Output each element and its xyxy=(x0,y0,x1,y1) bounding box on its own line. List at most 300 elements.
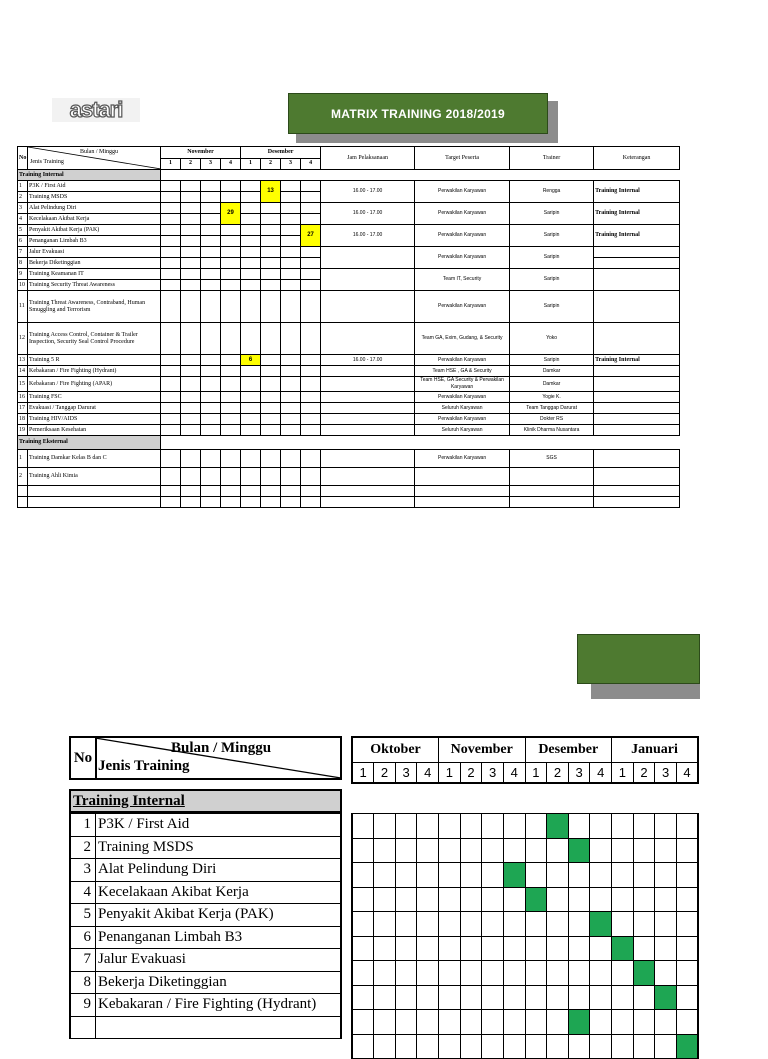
training-matrix-table xyxy=(17,146,680,508)
grid-cell xyxy=(655,838,677,863)
grid-cell xyxy=(547,1034,569,1059)
week-cell: 3 xyxy=(655,763,677,784)
grid-cell xyxy=(482,863,504,888)
row-no: 1 xyxy=(70,814,96,837)
row-name: Jalur Evakuasi xyxy=(28,247,161,258)
grid-cell xyxy=(503,1034,525,1059)
target-cell: Perwakilan Karyawan xyxy=(415,203,510,225)
grid-cell xyxy=(374,1010,396,1035)
trainer-cell: Saripin xyxy=(510,269,594,291)
target-cell: Perwakilan Karyawan xyxy=(415,225,510,247)
row-name xyxy=(96,1016,342,1039)
grid-cell xyxy=(503,961,525,986)
grid-cell xyxy=(612,912,634,937)
row-name: P3K / First Aid xyxy=(96,814,342,837)
grid-cell xyxy=(482,1010,504,1035)
grid-cell xyxy=(460,1010,482,1035)
grid-cell xyxy=(395,887,417,912)
row-no: 1 xyxy=(18,181,28,192)
grid-cell xyxy=(482,985,504,1010)
grid-cell xyxy=(590,1010,612,1035)
grid-cell xyxy=(655,912,677,937)
jam-cell: 16.00 - 17.00 xyxy=(321,355,415,366)
jenis-training-label: Jenis Training xyxy=(30,159,64,165)
row-no: 1 xyxy=(18,450,28,468)
scheduled-cell xyxy=(612,936,634,961)
grid-cell xyxy=(460,936,482,961)
grid-cell xyxy=(374,985,396,1010)
row-name: Alat Pelindung Diri xyxy=(96,859,342,882)
grid-cell xyxy=(568,961,590,986)
month-desember: Desember xyxy=(241,147,321,159)
grid-cell xyxy=(417,814,439,839)
target-cell: Team GA, Exim, Gudang, & Security xyxy=(415,323,510,355)
grid-cell xyxy=(482,1034,504,1059)
grid-cell xyxy=(655,1010,677,1035)
row-no: 5 xyxy=(70,904,96,927)
grid-cell xyxy=(417,863,439,888)
months-header xyxy=(351,736,699,784)
grid-cell xyxy=(525,912,547,937)
grid-cell xyxy=(568,1034,590,1059)
week-cell: 4 xyxy=(503,763,525,784)
grid-cell xyxy=(633,985,655,1010)
row-no: 4 xyxy=(70,881,96,904)
grid-cell xyxy=(482,887,504,912)
row-no: 2 xyxy=(18,468,28,486)
week-cell: 2 xyxy=(181,158,201,170)
col-jam: Jam Pelaksanaan xyxy=(321,147,415,170)
grid-cell xyxy=(439,912,461,937)
row-no: 17 xyxy=(18,403,28,414)
grid-cell xyxy=(612,814,634,839)
row-name: Kebakaran / Fire Fighting (Hydrant) xyxy=(28,366,161,377)
grid-cell xyxy=(568,814,590,839)
week-cell: 2 xyxy=(374,763,396,784)
week-cell: 4 xyxy=(590,763,612,784)
scheduled-cell xyxy=(633,961,655,986)
list-item xyxy=(70,814,341,837)
scheduled-cell xyxy=(525,887,547,912)
grid-cell xyxy=(460,912,482,937)
grid-cell xyxy=(633,1010,655,1035)
trainer-cell: Damkar xyxy=(510,366,594,377)
grid-cell xyxy=(547,863,569,888)
month-desember: Desember xyxy=(525,737,612,763)
grid-cell xyxy=(395,936,417,961)
target-cell: Seluruh Karyawan xyxy=(415,425,510,436)
grid-cell xyxy=(439,838,461,863)
grid-cell xyxy=(655,887,677,912)
row-name: Kecelakaan Akibat Kerja xyxy=(28,214,161,225)
grid-cell xyxy=(676,838,698,863)
week-cell: 1 xyxy=(241,158,261,170)
list-item xyxy=(70,994,341,1017)
col-no: No xyxy=(18,147,28,170)
col-keterangan: Keterangan xyxy=(594,147,680,170)
row-no: 3 xyxy=(70,859,96,882)
month-oktober: Oktober xyxy=(352,737,439,763)
row-no: 9 xyxy=(18,269,28,280)
grid-cell xyxy=(439,887,461,912)
scheduled-cell xyxy=(503,863,525,888)
grid-cell xyxy=(568,863,590,888)
trainer-cell: Saripin xyxy=(510,247,594,269)
grid-cell xyxy=(633,887,655,912)
mark-cell: 6 xyxy=(241,355,261,366)
row-name: Penanganan Limbah B3 xyxy=(28,236,161,247)
grid-cell xyxy=(417,887,439,912)
grid-cell xyxy=(460,1034,482,1059)
grid-cell xyxy=(547,1010,569,1035)
target-cell: Perwakilan Karyawan xyxy=(415,291,510,323)
grid-cell xyxy=(460,961,482,986)
scheduled-cell xyxy=(590,912,612,937)
grid-cell xyxy=(460,985,482,1010)
trainer-cell: Yogie K. xyxy=(510,392,594,403)
grid-cell xyxy=(655,936,677,961)
scheduled-cell xyxy=(547,814,569,839)
grid-cell xyxy=(417,1010,439,1035)
jam-cell: 16.00 - 17.00 xyxy=(321,225,415,247)
month-november: November xyxy=(161,147,241,159)
grid-cell xyxy=(417,936,439,961)
row-no: 5 xyxy=(18,225,28,236)
grid-cell xyxy=(395,912,417,937)
week-cell: 3 xyxy=(395,763,417,784)
scheduled-cell xyxy=(655,985,677,1010)
grid-cell xyxy=(676,936,698,961)
target-cell: Perwakilan Karyawan xyxy=(415,450,510,468)
target-cell: Team HSE , GA & Security xyxy=(415,366,510,377)
grid-cell xyxy=(482,936,504,961)
jam-cell: 16.00 - 17.00 xyxy=(321,181,415,203)
section-training-internal: Training Internal xyxy=(18,170,161,181)
bulan-minggu-label: Bulan / Minggu xyxy=(171,740,272,756)
grid-cell xyxy=(633,814,655,839)
grid-cell xyxy=(417,838,439,863)
week-cell: 4 xyxy=(301,158,321,170)
schedule-grid xyxy=(351,813,699,1059)
month-november: November xyxy=(439,737,526,763)
list-item xyxy=(70,859,341,882)
grid-cell xyxy=(655,961,677,986)
grid-cell xyxy=(612,961,634,986)
grid-cell xyxy=(547,985,569,1010)
grid-cell xyxy=(482,814,504,839)
grid-cell xyxy=(395,1034,417,1059)
row-name: Bekerja Diketinggian xyxy=(28,258,161,269)
grid-cell xyxy=(439,936,461,961)
week-cell: 1 xyxy=(525,763,547,784)
grid-cell xyxy=(590,1034,612,1059)
target-cell: Seluruh Karyawan xyxy=(415,403,510,414)
col-trainer: Trainer xyxy=(510,147,594,170)
trainer-cell: Saripin xyxy=(510,291,594,323)
row-no: 16 xyxy=(18,392,28,403)
grid-cell xyxy=(439,863,461,888)
target-cell: Perwakilan Karyawan xyxy=(415,414,510,425)
row-no xyxy=(70,1016,96,1039)
grid-cell xyxy=(352,887,374,912)
grid-cell xyxy=(590,887,612,912)
grid-row xyxy=(352,887,698,912)
week-cell: 1 xyxy=(439,763,461,784)
grid-cell xyxy=(568,887,590,912)
row-no: 3 xyxy=(18,203,28,214)
trainer-cell: Team Tanggap Darurat xyxy=(510,403,594,414)
grid-cell xyxy=(612,1034,634,1059)
list-item xyxy=(70,1016,341,1039)
row-no: 14 xyxy=(18,366,28,377)
grid-cell xyxy=(374,912,396,937)
grid-row xyxy=(352,985,698,1010)
trainer-cell: Saripin xyxy=(510,355,594,366)
grid-cell xyxy=(633,863,655,888)
list-item xyxy=(70,836,341,859)
grid-row xyxy=(352,936,698,961)
grid-row xyxy=(352,961,698,986)
grid-cell xyxy=(352,863,374,888)
grid-cell xyxy=(482,838,504,863)
grid-cell xyxy=(439,814,461,839)
grid-cell xyxy=(374,838,396,863)
trainer-cell: Yoko xyxy=(510,323,594,355)
grid-cell xyxy=(612,863,634,888)
grid-cell xyxy=(547,838,569,863)
scheduled-cell xyxy=(676,1034,698,1059)
grid-cell xyxy=(503,1010,525,1035)
row-no: 10 xyxy=(18,280,28,291)
keterangan-cell: Training Internal xyxy=(594,225,680,247)
grid-cell xyxy=(417,912,439,937)
grid-cell xyxy=(395,863,417,888)
week-cell: 2 xyxy=(460,763,482,784)
week-cell: 3 xyxy=(568,763,590,784)
row-name: Training FSC xyxy=(28,392,161,403)
grid-cell xyxy=(352,985,374,1010)
row-name: Kecelakaan Akibat Kerja xyxy=(96,881,342,904)
grid-cell xyxy=(676,912,698,937)
grid-cell xyxy=(590,985,612,1010)
grid-cell xyxy=(503,814,525,839)
grid-cell xyxy=(395,961,417,986)
row-no: 18 xyxy=(18,414,28,425)
section-training-eksternal: Training Eksternal xyxy=(18,436,161,450)
grid-cell xyxy=(547,961,569,986)
scheduled-cell xyxy=(568,1010,590,1035)
grid-row xyxy=(352,814,698,839)
target-cell: Team HSE, GA Security & Perwakilan Karyawan xyxy=(415,377,510,392)
target-cell: Perwakilan Karyawan xyxy=(415,247,510,269)
grid-cell xyxy=(374,814,396,839)
week-cell: 2 xyxy=(547,763,569,784)
row-no: 9 xyxy=(70,994,96,1017)
row-name: Bekerja Diketinggian xyxy=(96,971,342,994)
grid-cell xyxy=(633,936,655,961)
row-name: Kebakaran / Fire Fighting (APAR) xyxy=(28,377,161,392)
grid-cell xyxy=(568,912,590,937)
grid-cell xyxy=(525,985,547,1010)
row-name: Evakuasi / Tanggap Darurat xyxy=(28,403,161,414)
jam-cell: 16.00 - 17.00 xyxy=(321,203,415,225)
grid-cell xyxy=(439,1010,461,1035)
grid-cell xyxy=(395,985,417,1010)
grid-cell xyxy=(633,1034,655,1059)
row-name: Penanganan Limbah B3 xyxy=(96,926,342,949)
mark-cell: 27 xyxy=(301,225,321,247)
grid-cell xyxy=(655,863,677,888)
row-no: 8 xyxy=(18,258,28,269)
row-no: 12 xyxy=(18,323,28,355)
row-name: Training Keamanan IT xyxy=(28,269,161,280)
grid-cell xyxy=(352,814,374,839)
grid-cell xyxy=(590,863,612,888)
grid-cell xyxy=(374,936,396,961)
grid-row xyxy=(352,1010,698,1035)
grid-cell xyxy=(547,936,569,961)
week-cell: 2 xyxy=(261,158,281,170)
grid-cell xyxy=(525,936,547,961)
grid-cell xyxy=(439,1034,461,1059)
col-target: Target Peserta xyxy=(415,147,510,170)
grid-row xyxy=(352,912,698,937)
row-no: 6 xyxy=(70,926,96,949)
bulan-minggu-label: Bulan / Minggu xyxy=(80,149,119,155)
grid-cell xyxy=(439,985,461,1010)
list-item xyxy=(70,971,341,994)
grid-cell xyxy=(676,985,698,1010)
month-januari: Januari xyxy=(612,737,699,763)
row-name: Kebakaran / Fire Fighting (Hydrant) xyxy=(96,994,342,1017)
trainer-cell: Saripin xyxy=(510,225,594,247)
target-cell: Perwakilan Karyawan xyxy=(415,355,510,366)
row-no: 2 xyxy=(18,192,28,203)
grid-cell xyxy=(676,887,698,912)
trainer-cell: Damkar xyxy=(510,377,594,392)
week-cell: 1 xyxy=(352,763,374,784)
grid-cell xyxy=(525,1034,547,1059)
header-box xyxy=(577,634,700,684)
grid-cell xyxy=(460,838,482,863)
row-name: Training MSDS xyxy=(96,836,342,859)
week-cell: 4 xyxy=(417,763,439,784)
keterangan-cell: Training Internal xyxy=(594,203,680,225)
grid-cell xyxy=(503,985,525,1010)
row-no: 19 xyxy=(18,425,28,436)
grid-cell xyxy=(417,1034,439,1059)
week-cell: 3 xyxy=(482,763,504,784)
grid-cell xyxy=(612,887,634,912)
week-cell: 3 xyxy=(281,158,301,170)
trainer-cell: SGS xyxy=(510,450,594,468)
week-cell: 3 xyxy=(201,158,221,170)
grid-cell xyxy=(612,985,634,1010)
grid-cell xyxy=(525,838,547,863)
row-no: 7 xyxy=(18,247,28,258)
row-name: Penyakit Akibat Kerja (PAK) xyxy=(96,904,342,927)
row-name: Training Security Threat Awareness xyxy=(28,280,161,291)
grid-cell xyxy=(460,863,482,888)
row-no: 4 xyxy=(18,214,28,225)
grid-cell xyxy=(482,961,504,986)
list-item xyxy=(70,926,341,949)
row-name: Pemeriksaan Kesehatan xyxy=(28,425,161,436)
row-name: Training 5 R xyxy=(28,355,161,366)
grid-cell xyxy=(352,936,374,961)
mark-cell: 29 xyxy=(221,203,241,225)
row-name: P3K / First Aid xyxy=(28,181,161,192)
grid-cell xyxy=(352,912,374,937)
row-no: 15 xyxy=(18,377,28,392)
row-name: Training Ahli Kimia xyxy=(28,468,161,486)
trainer-cell: Saripin xyxy=(510,203,594,225)
trainer-cell: Dokter RS xyxy=(510,414,594,425)
week-cell: 2 xyxy=(633,763,655,784)
keterangan-cell: Training Internal xyxy=(594,355,680,366)
row-no: 7 xyxy=(70,949,96,972)
grid-cell xyxy=(417,961,439,986)
trainer-cell: Rengga xyxy=(510,181,594,203)
grid-cell xyxy=(633,912,655,937)
grid-cell xyxy=(374,863,396,888)
list-item xyxy=(70,881,341,904)
grid-cell xyxy=(352,1034,374,1059)
row-no: 13 xyxy=(18,355,28,366)
row-no: 11 xyxy=(18,291,28,323)
row-name: Training Damkar Kelas B dan C xyxy=(28,450,161,468)
grid-cell xyxy=(590,814,612,839)
grid-cell xyxy=(655,1034,677,1059)
large-table-header xyxy=(69,736,342,780)
grid-cell xyxy=(395,1010,417,1035)
grid-row xyxy=(352,1034,698,1059)
grid-cell xyxy=(460,814,482,839)
grid-cell xyxy=(503,912,525,937)
svg-text:astari: astari xyxy=(69,98,123,122)
row-name: Training MSDS xyxy=(28,192,161,203)
grid-cell xyxy=(676,961,698,986)
col-no: No xyxy=(71,738,97,778)
row-name: Jalur Evakuasi xyxy=(96,949,342,972)
grid-cell xyxy=(568,985,590,1010)
target-cell: Perwakilan Karyawan xyxy=(415,392,510,403)
grid-cell xyxy=(676,814,698,839)
row-name: Penyakit Akibat Kerja (PAK) xyxy=(28,225,161,236)
grid-cell xyxy=(460,887,482,912)
mark-cell: 13 xyxy=(261,181,281,203)
grid-cell xyxy=(590,838,612,863)
company-logo xyxy=(52,98,140,122)
training-list xyxy=(69,813,342,1039)
grid-cell xyxy=(590,961,612,986)
row-no: 8 xyxy=(70,971,96,994)
scheduled-cell xyxy=(568,838,590,863)
grid-cell xyxy=(590,936,612,961)
grid-cell xyxy=(482,912,504,937)
grid-cell xyxy=(655,814,677,839)
list-item xyxy=(70,949,341,972)
grid-cell xyxy=(417,985,439,1010)
grid-cell xyxy=(612,1010,634,1035)
row-name: Alat Pelindung Diri xyxy=(28,203,161,214)
page-title: MATRIX TRAINING 2018/2019 xyxy=(288,93,548,134)
week-cell: 4 xyxy=(676,763,698,784)
target-cell: Team IT, Security xyxy=(415,269,510,291)
grid-cell xyxy=(503,838,525,863)
row-name: Training HIV/AIDS xyxy=(28,414,161,425)
row-name: Training Access Control, Container & Trailer Inspection, Security Seal Control Procedure xyxy=(28,323,161,355)
